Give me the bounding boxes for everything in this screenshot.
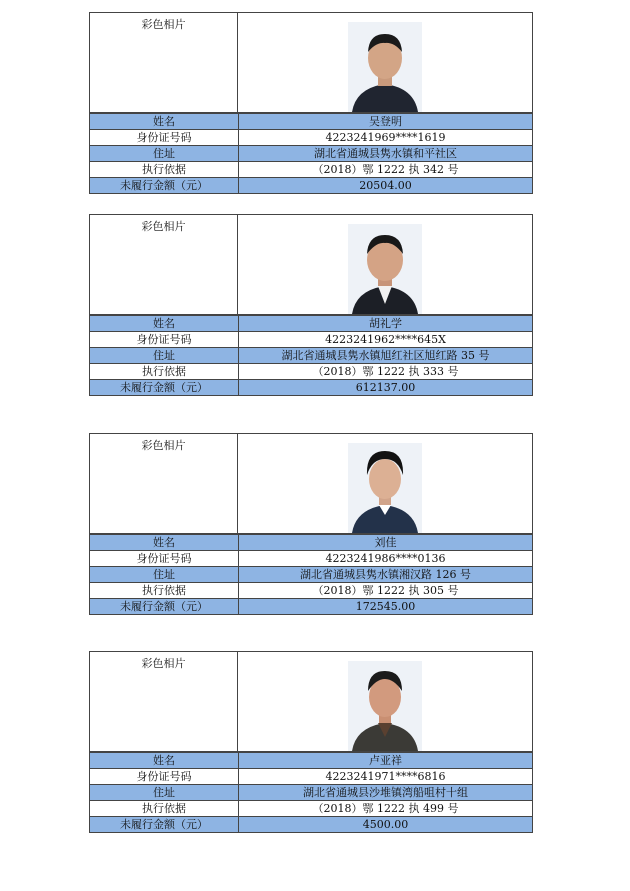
amount-value: 172545.00 (355, 600, 416, 613)
id-label: 身份证号码 (90, 332, 239, 347)
address-label: 住址 (90, 785, 239, 800)
name-value: 刘佳 (374, 536, 397, 549)
person-card (89, 433, 533, 615)
address-row (90, 347, 532, 363)
photo-cell (238, 215, 532, 314)
portrait-photo (348, 443, 422, 533)
photo-cell (238, 13, 532, 112)
address-label: 住址 (90, 348, 239, 363)
name-label: 姓名 (90, 114, 239, 129)
photo-row (90, 652, 532, 752)
id-value: 4223241986****0136 (325, 552, 446, 565)
id-value: 4223241962****645X (325, 333, 446, 346)
name-label: 姓名 (90, 316, 239, 331)
address-value: 湖北省通城县隽水镇和平社区 (314, 147, 457, 160)
photo-row (90, 434, 532, 534)
amount-label: 未履行金额（元） (90, 817, 239, 832)
person-card (89, 12, 533, 194)
basis-value: （2018）鄂 1222 执 342 号 (312, 163, 459, 176)
basis-label: 执行依据 (90, 801, 239, 816)
address-label: 住址 (90, 146, 239, 161)
address-value: 湖北省通城县隽水镇旭红社区旭红路 35 号 (281, 349, 490, 362)
id-label: 身份证号码 (90, 769, 239, 784)
basis-value: （2018）鄂 1222 执 333 号 (312, 365, 459, 378)
address-row (90, 145, 532, 161)
portrait-photo (348, 224, 422, 314)
id-row (90, 768, 532, 784)
person-card (89, 651, 533, 833)
basis-value: （2018）鄂 1222 执 305 号 (312, 584, 459, 597)
amount-label: 未履行金额（元） (90, 380, 239, 395)
name-row (90, 752, 532, 768)
basis-label: 执行依据 (90, 364, 239, 379)
address-value: 湖北省通城县隽水镇湘汉路 126 号 (300, 568, 471, 581)
amount-row (90, 598, 532, 614)
person-card (89, 214, 533, 396)
photo-row (90, 215, 532, 315)
portrait-photo (348, 661, 422, 751)
amount-row (90, 177, 532, 193)
photo-cell (238, 434, 532, 533)
name-row (90, 534, 532, 550)
id-value: 4223241969****1619 (325, 131, 446, 144)
amount-value: 4500.00 (362, 818, 409, 831)
amount-value: 20504.00 (359, 179, 412, 192)
address-row (90, 784, 532, 800)
id-row (90, 550, 532, 566)
id-row (90, 129, 532, 145)
id-value: 4223241971****6816 (325, 770, 446, 783)
basis-row (90, 161, 532, 177)
id-label: 身份证号码 (90, 130, 239, 145)
name-label: 姓名 (90, 753, 239, 768)
name-label: 姓名 (90, 535, 239, 550)
basis-row (90, 363, 532, 379)
photo-label: 彩色相片 (90, 13, 238, 112)
photo-row (90, 13, 532, 113)
basis-value: （2018）鄂 1222 执 499 号 (312, 802, 459, 815)
amount-label: 未履行金额（元） (90, 178, 239, 193)
name-value: 卢亚祥 (369, 754, 402, 767)
basis-label: 执行依据 (90, 583, 239, 598)
address-label: 住址 (90, 567, 239, 582)
photo-label: 彩色相片 (90, 215, 238, 314)
amount-row (90, 816, 532, 832)
name-row (90, 315, 532, 331)
basis-row (90, 582, 532, 598)
address-row (90, 566, 532, 582)
photo-label: 彩色相片 (90, 434, 238, 533)
photo-cell (238, 652, 532, 751)
photo-label: 彩色相片 (90, 652, 238, 751)
amount-label: 未履行金额（元） (90, 599, 239, 614)
address-value: 湖北省通城县沙堆镇湾船咀村十组 (303, 786, 468, 799)
name-value: 胡礼学 (369, 317, 402, 330)
basis-row (90, 800, 532, 816)
name-value: 吴登明 (369, 115, 402, 128)
id-label: 身份证号码 (90, 551, 239, 566)
amount-value: 612137.00 (355, 381, 416, 394)
id-row (90, 331, 532, 347)
name-row (90, 113, 532, 129)
portrait-photo (348, 22, 422, 112)
amount-row (90, 379, 532, 395)
basis-label: 执行依据 (90, 162, 239, 177)
